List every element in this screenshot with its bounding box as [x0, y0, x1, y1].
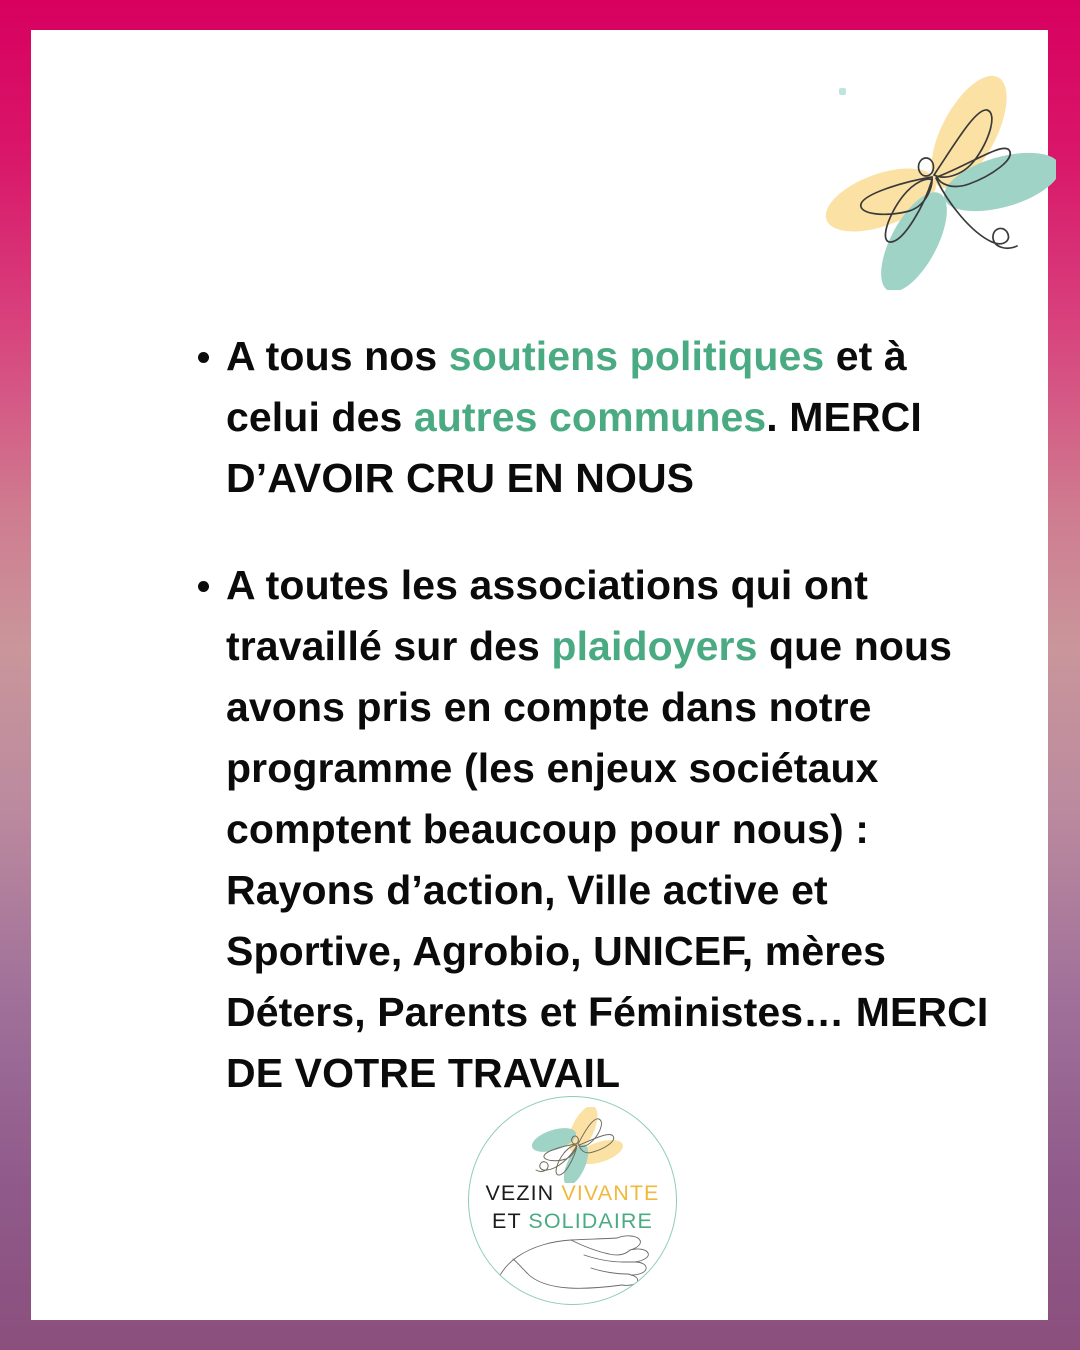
body-content	[186, 326, 1006, 1104]
bullet-list	[186, 326, 1006, 1104]
logo-dragonfly-icon	[521, 1107, 631, 1183]
accent-phrase: plaidoyers	[551, 623, 758, 669]
bullet-item-2	[186, 555, 1006, 1104]
logo-line-1: VEZIN VIVANTE	[485, 1181, 660, 1205]
logo-line-2: ET SOLIDAIRE	[492, 1209, 653, 1233]
bullet-dot-icon	[198, 581, 209, 592]
bullet-item-1	[186, 326, 1006, 509]
bullet-text-2	[226, 562, 988, 1096]
text-run: que nous avons pris en compte dans notre programme (les enjeux sociétaux comptent beaucoup pour nous) : Rayons d’action, Ville active et Sportive, Agrobio, UNICEF, mères Déters, Parents et Féministes… MERCI DE VOTRE TRAVAIL	[226, 623, 989, 1096]
bullet-dot-icon	[198, 352, 209, 363]
accent-phrase: autres communes	[413, 394, 767, 440]
text-run: A tous nos	[226, 333, 449, 379]
text-run: et à celui des	[226, 333, 907, 440]
text-run: A toutes les associations qui ont travaillé sur des	[226, 562, 868, 669]
white-card	[31, 30, 1048, 1320]
bullet-text-1	[226, 333, 922, 501]
dragonfly-icon	[806, 70, 1056, 290]
decorative-speck	[839, 88, 846, 95]
accent-phrase: soutiens politiques	[448, 333, 825, 379]
logo-badge	[468, 1096, 677, 1305]
logo-hand-icon	[483, 1227, 663, 1305]
text-run: . MERCI D’AVOIR CRU EN NOUS	[226, 394, 922, 501]
